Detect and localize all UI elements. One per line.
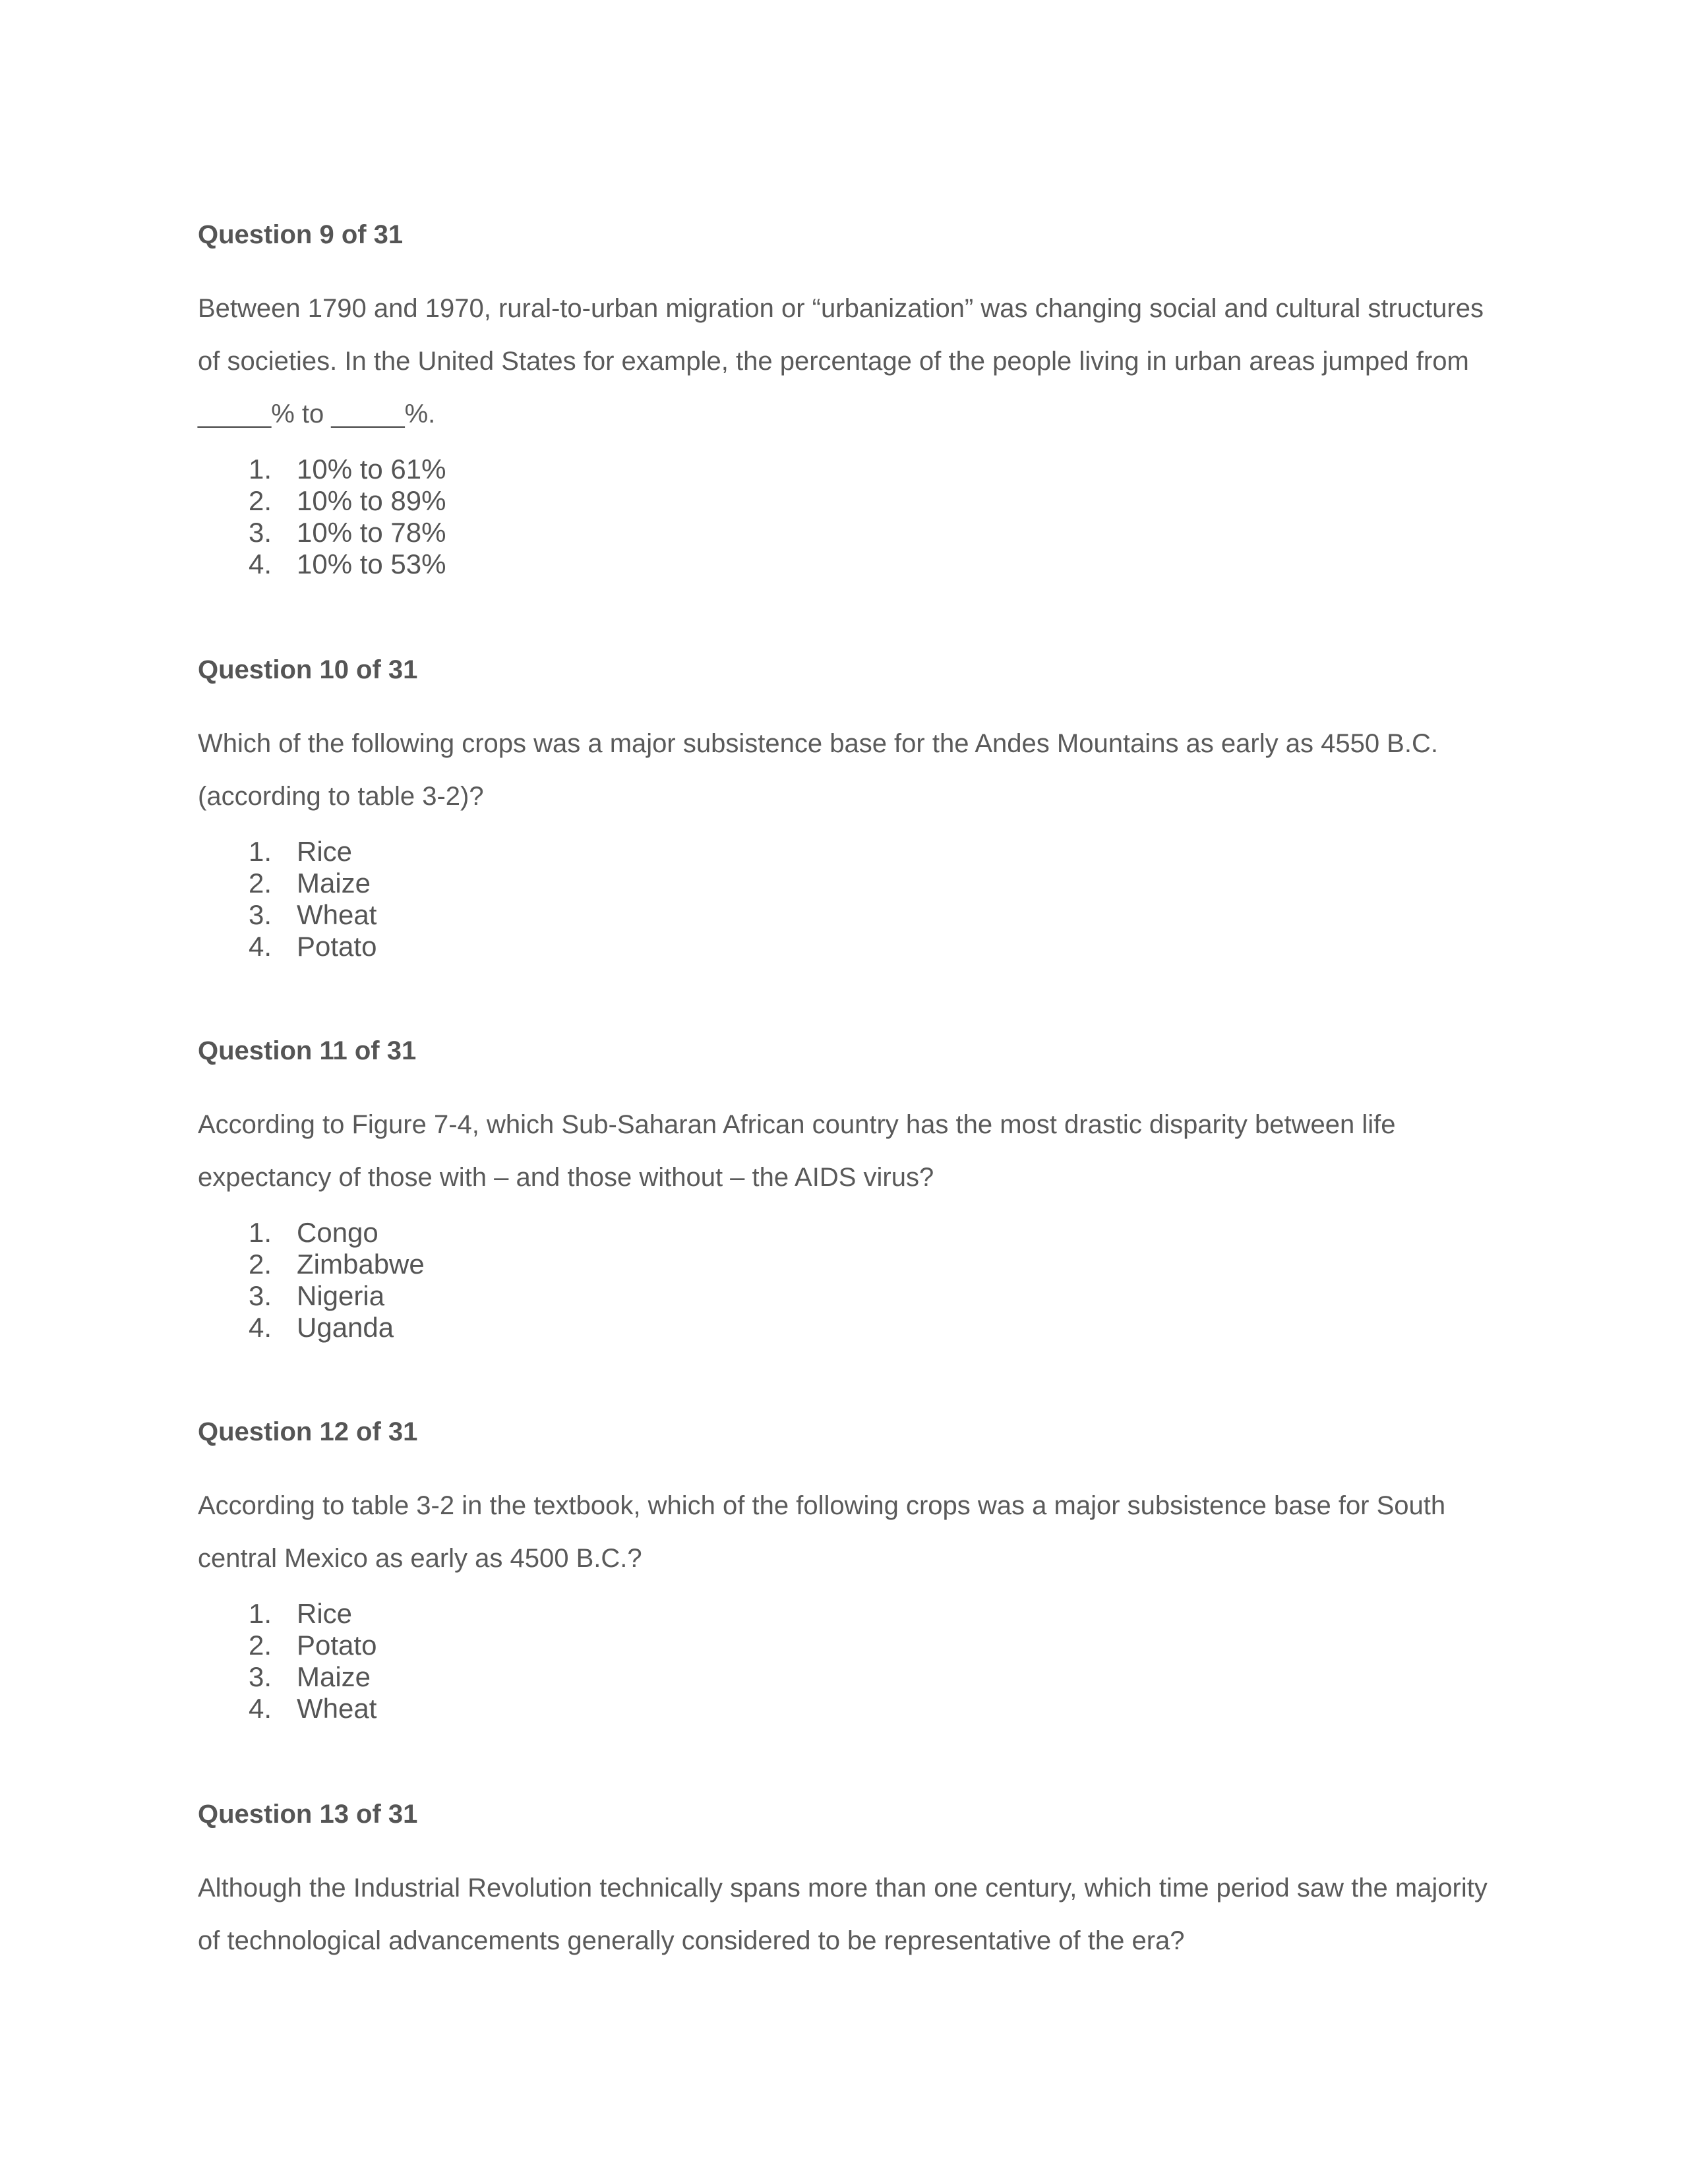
answer-options [198,454,1490,580]
question-11 [198,1038,1490,1343]
question-9 [198,221,1490,580]
option-label: Maize [297,1661,371,1692]
answer-option[interactable] [198,1693,1490,1725]
option-label: Uganda [297,1312,394,1343]
option-label: Maize [297,868,371,899]
option-number: 1. [248,836,272,867]
question-text: Although the Industrial Revolution technically spans more than one century, which time period saw the majority of technological advancements generally considered to be representative of the era? [198,1874,1488,1955]
option-number: 3. [248,1280,272,1311]
option-label: Rice [297,836,353,867]
option-label: 10% to 78% [297,517,446,548]
option-number: 1. [248,454,272,485]
option-label: 10% to 53% [297,548,446,579]
option-number: 4. [248,1693,272,1724]
answer-option[interactable] [198,454,1490,485]
question-13 [198,1801,1490,1967]
answer-option[interactable] [198,485,1490,517]
option-number: 4. [248,548,272,579]
question-12 [198,1419,1490,1725]
option-label: Potato [297,1630,377,1661]
option-number: 3. [248,1661,272,1692]
option-number: 4. [248,931,272,962]
answer-option[interactable] [198,517,1490,548]
answer-option[interactable] [198,548,1490,580]
option-label: Zimbabwe [297,1249,425,1280]
option-number: 4. [248,1312,272,1343]
answer-option[interactable] [198,1217,1490,1249]
answer-options [198,836,1490,962]
option-label: Potato [297,931,377,962]
option-number: 2. [248,1249,272,1280]
question-title: Question 9 of 31 [198,220,404,249]
question-10 [198,657,1490,962]
question-title: Question 12 of 31 [198,1417,418,1446]
option-number: 3. [248,899,272,930]
option-label: Wheat [297,899,377,930]
answer-option[interactable] [198,1249,1490,1280]
answer-option[interactable] [198,1661,1490,1693]
option-label: Nigeria [297,1280,385,1311]
question-text: According to table 3-2 in the textbook, which of the following crops was a major subsistence base for South central Mexico as early as 4500 B.C.? [198,1491,1446,1573]
question-text: According to Figure 7-4, which Sub-Saharan African country has the most drastic disparity between life expectancy of those with – and those without – the AIDS virus? [198,1110,1396,1192]
answer-option[interactable] [198,1280,1490,1312]
option-label: Rice [297,1598,353,1629]
option-number: 1. [248,1217,272,1248]
option-label: Wheat [297,1693,377,1724]
answer-options [198,1598,1490,1725]
option-number: 2. [248,1630,272,1661]
question-title: Question 11 of 31 [198,1036,417,1065]
option-label: Congo [297,1217,378,1248]
answer-option[interactable] [198,836,1490,868]
question-title: Question 10 of 31 [198,655,418,684]
question-text: Between 1790 and 1970, rural-to-urban migration or “urbanization” was changing social and cultural structures of societies. In the United States for example, the percentage of the people living in urban areas jumped from _____% to _____%. [198,294,1484,428]
question-title: Question 13 of 31 [198,1800,418,1829]
question-text: Which of the following crops was a major subsistence base for the Andes Mountains as early as 4550 B.C. (according to table 3-2)? [198,729,1438,811]
answer-option[interactable] [198,1312,1490,1343]
answer-option[interactable] [198,868,1490,899]
option-number: 2. [248,485,272,516]
option-number: 3. [248,517,272,548]
option-label: 10% to 61% [297,454,446,485]
answer-options [198,1217,1490,1343]
answer-option[interactable] [198,1598,1490,1630]
answer-option[interactable] [198,899,1490,931]
option-number: 2. [248,868,272,899]
answer-option[interactable] [198,1630,1490,1661]
option-number: 1. [248,1598,272,1629]
option-label: 10% to 89% [297,485,446,516]
answer-option[interactable] [198,931,1490,962]
